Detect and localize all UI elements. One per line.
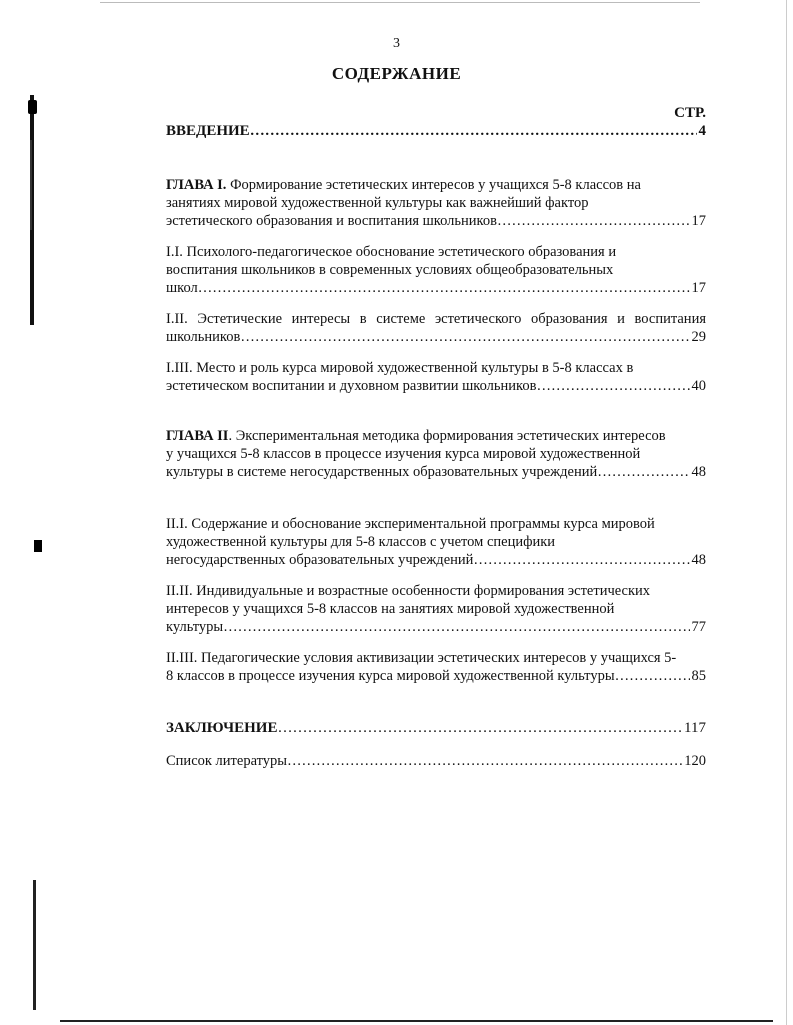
toc-entry-text-line: II.I. Содержание и обоснование экспериментальной программы курса мировой bbox=[166, 516, 655, 532]
toc-entry-page: 29 bbox=[691, 329, 706, 345]
toc-entry-chapter-1[interactable] bbox=[166, 176, 706, 230]
toc-entry-text-line: эстетического образования и воспитания школьников bbox=[166, 213, 497, 229]
toc-entry-text-line: Формирование эстетических интересов у учащихся 5-8 классов на bbox=[230, 177, 641, 193]
toc-entry-section-1-3[interactable] bbox=[166, 359, 706, 395]
toc-entry-page: 77 bbox=[691, 619, 706, 635]
page-title: СОДЕРЖАНИЕ bbox=[331, 64, 462, 83]
toc-entry-text-line: культуры bbox=[166, 619, 224, 635]
toc-entry-text-line: I.I. Психолого-педагогическое обоснование эстетического образования и bbox=[166, 244, 617, 260]
toc-entry-page: 40 bbox=[691, 378, 706, 394]
toc-entry-text-line: I.III. Место и роль курса мировой художественной культуры в 5-8 классах в bbox=[166, 360, 634, 376]
toc-entry-text-line: интересов у учащихся 5-8 классов на занятиях мировой художественной bbox=[166, 601, 615, 617]
toc-entry-section-2-1[interactable] bbox=[166, 515, 706, 569]
leader-dots bbox=[287, 752, 682, 770]
toc-entry-page: 4 bbox=[698, 123, 706, 139]
leader-dots bbox=[615, 667, 690, 685]
leader-dots bbox=[240, 328, 689, 346]
toc-entry-section-1-2[interactable] bbox=[166, 310, 706, 346]
toc-entry-label: Список литературы bbox=[166, 753, 288, 769]
leader-dots bbox=[497, 212, 690, 230]
toc-entry-section-2-3[interactable] bbox=[166, 649, 706, 685]
chapter-label: ГЛАВА II bbox=[166, 428, 229, 444]
leader-dots bbox=[198, 279, 690, 297]
toc-entry-text-line: негосударственных образовательных учреждений bbox=[166, 552, 474, 568]
toc-entry-introduction[interactable] bbox=[166, 122, 706, 140]
toc-entry-text-line: школ bbox=[166, 280, 198, 296]
toc-entry-page: 17 bbox=[691, 213, 706, 229]
scan-hole-mark bbox=[34, 540, 42, 552]
toc-entry-text-line: II.II. Индивидуальные и возрастные особенности формирования эстетических bbox=[166, 583, 651, 599]
toc-entry-conclusion[interactable] bbox=[166, 719, 706, 737]
scan-binding-mark bbox=[33, 880, 36, 1010]
toc-entry-section-2-2[interactable] bbox=[166, 582, 706, 636]
toc-entry-text-line: 8 классов в процессе изучения курса мировой художественной культуры bbox=[166, 668, 615, 684]
toc-entry-page: 120 bbox=[684, 753, 706, 769]
leader-dots bbox=[250, 122, 697, 140]
toc-entry-bibliography[interactable] bbox=[166, 752, 706, 770]
toc-entry-text-line: школьников bbox=[166, 329, 241, 345]
toc-entry-page: 117 bbox=[684, 720, 706, 736]
page-column-header: СТР. bbox=[674, 105, 706, 121]
toc-entry-text-line: художественной культуры для 5-8 классов с учетом специфики bbox=[166, 534, 556, 550]
leader-dots bbox=[277, 719, 682, 737]
toc-entry-text-line: II.III. Педагогические условия активизации эстетических интересов у учащихся 5- bbox=[166, 650, 677, 666]
toc-entry-label: ЗАКЛЮЧЕНИЕ bbox=[166, 720, 278, 736]
toc-entry-page: 48 bbox=[691, 464, 706, 480]
toc-entry-section-1-1[interactable] bbox=[166, 243, 706, 297]
toc-entry-text-line: воспитания школьников в современных условиях общеобразовательных bbox=[166, 262, 614, 278]
page-number: 3 bbox=[393, 36, 400, 51]
toc-entry-page: 48 bbox=[691, 552, 706, 568]
leader-dots bbox=[223, 618, 689, 636]
toc-entry-text-line: эстетическом воспитании и духовном развитии школьников bbox=[166, 378, 537, 394]
toc-entry-page: 85 bbox=[691, 668, 706, 684]
leader-dots bbox=[597, 463, 689, 481]
leader-dots bbox=[473, 551, 689, 569]
toc-entry-label: ВВЕДЕНИЕ bbox=[166, 123, 250, 139]
toc-entry-text-line: . Экспериментальная методика формирования эстетических интересов bbox=[228, 428, 666, 444]
scan-edge-top bbox=[100, 2, 700, 3]
toc-entry-chapter-2[interactable] bbox=[166, 427, 706, 481]
scan-edge-bottom bbox=[60, 1020, 773, 1022]
toc-entry-page: 17 bbox=[691, 280, 706, 296]
toc-entry-text-line: I.II. Эстетические интересы в системе эстетического образования и воспитания bbox=[166, 311, 706, 327]
leader-dots bbox=[536, 377, 689, 395]
toc-entry-text-line: занятиях мировой художественной культуры как важнейший фактор bbox=[166, 195, 589, 211]
scan-binding-mark bbox=[30, 140, 32, 230]
scan-hole-mark bbox=[28, 100, 37, 114]
toc-entry-text-line: культуры в системе негосударственных образовательных учреждений bbox=[166, 464, 598, 480]
toc-entry-text-line: у учащихся 5-8 классов в процессе изучения курса мировой художественной bbox=[166, 446, 641, 462]
chapter-label: ГЛАВА I. bbox=[166, 177, 227, 193]
scan-edge-right bbox=[786, 0, 787, 1025]
table-of-contents bbox=[166, 104, 706, 770]
